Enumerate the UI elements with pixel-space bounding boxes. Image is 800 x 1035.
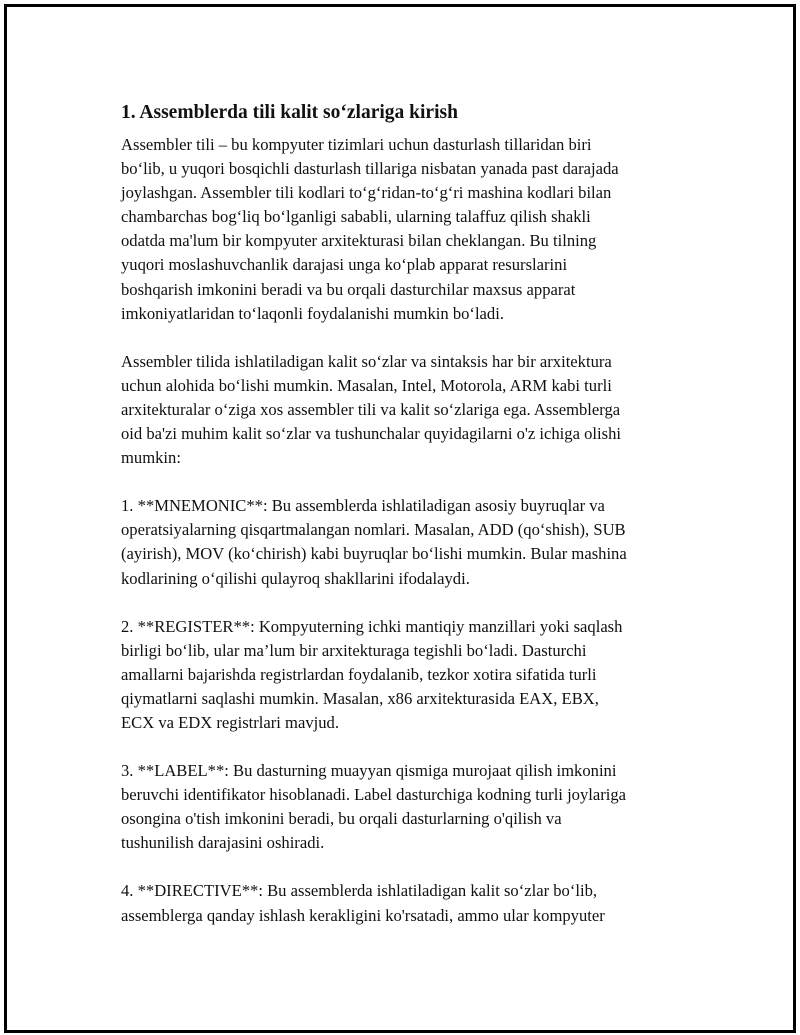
text-line: assemblerga qanday ishlash kerakligini ko'rsatadi, ammo ular kompyuter [121,905,605,925]
text-line: imkoniyatlaridan to‘laqonli foydalanishi mumkin bo‘ladi. [121,303,504,323]
text-line: bo‘lib, u yuqori bosqichli dasturlash tillariga nisbatan yanada past darajada [121,159,619,179]
text-line: Assembler tili – bu kompyuter tizimlari uchun dasturlash tillaridan biri [121,135,592,154]
text-line: ECX va EDX registrlari mavjud. [121,712,339,732]
text-line: Assembler tilida ishlatiladigan kalit so‘zlar va sintaksis har bir arxitektura [121,351,612,371]
paragraph-register [121,615,691,735]
text-line: uchun alohida bo‘lishi mumkin. Masalan, Intel, Motorola, ARM kabi turli [121,375,612,395]
text-line: 2. **REGISTER**: Kompyuterning ichki mantiqiy manzillari yoki saqlash [121,616,623,636]
text-line: yuqori moslashuvchanlik darajasi unga ko‘plab apparat resurslarini [121,255,568,275]
text-line: joylashgan. Assembler tili kodlari to‘g‘ridan-to‘g‘ri mashina kodlari bilan [121,183,612,203]
text-line: chambarchas bog‘liq bo‘lganligi sababli, ularning talaffuz qilish shakli [121,207,591,227]
text-line: arxitekturalar o‘ziga xos assembler tili va kalit so‘zlariga ega. Assemblerga [121,399,621,419]
text-line: osongina o'tish imkonini beradi, bu orqali dasturlarning o'qilish va [121,809,562,829]
text-line: kodlarining o‘qilishi qulayroq shakllarini ifodalaydi. [121,568,470,588]
text-line: 4. **DIRECTIVE**: Bu assemblerda ishlatiladigan kalit so‘zlar bo‘lib, [121,881,598,901]
text-line: 3. **LABEL**: Bu dasturning muayyan qismiga murojaat qilish imkonini [121,761,617,781]
text-line: birligi bo‘lib, ular ma’lum bir arxitekturaga tegishli bo‘ladi. Dasturchi [121,640,587,660]
text-line: tushunilish darajasini oshiradi. [121,833,325,853]
paragraph-mnemonic [121,494,691,590]
paragraph-keywords-overview [121,350,691,470]
paragraph-intro [121,133,691,326]
paragraph-label [121,759,691,855]
document-content [121,99,691,952]
text-line: qiymatlarni saqlashi mumkin. Masalan, x86 arxitekturasida EAX, EBX, [121,688,599,708]
page-frame [4,4,796,1033]
text-line: operatsiyalarning qisqartmalangan nomlari. Masalan, ADD (qo‘shish), SUB [121,520,626,540]
text-line: amallarni bajarishda registrlardan foydalanib, tezkor xotira sifatida turli [121,664,597,684]
section-heading: 1. Assemblerda tili kalit so‘zlariga kirish [121,102,458,123]
text-line: beruvchi identifikator hisoblanadi. Label dasturchiga kodning turli joylariga [121,785,627,805]
text-line: odatda ma'lum bir kompyuter arxitekturasi bilan cheklangan. Bu tilning [121,231,597,251]
text-line: boshqarish imkonini beradi va bu orqali dasturchilar maxsus apparat [121,279,576,299]
text-line: (ayirish), MOV (ko‘chirish) kabi buyruqlar bo‘lishi mumkin. Bular mashina [121,544,627,564]
text-line: oid ba'zi muhim kalit so‘zlar va tushunchalar quyidagilarni o'z ichiga olishi [121,424,621,444]
text-line: mumkin: [121,448,181,468]
paragraph-directive [121,879,691,927]
text-line: 1. **MNEMONIC**: Bu assemblerda ishlatiladigan asosiy buyruqlar va [121,496,605,516]
